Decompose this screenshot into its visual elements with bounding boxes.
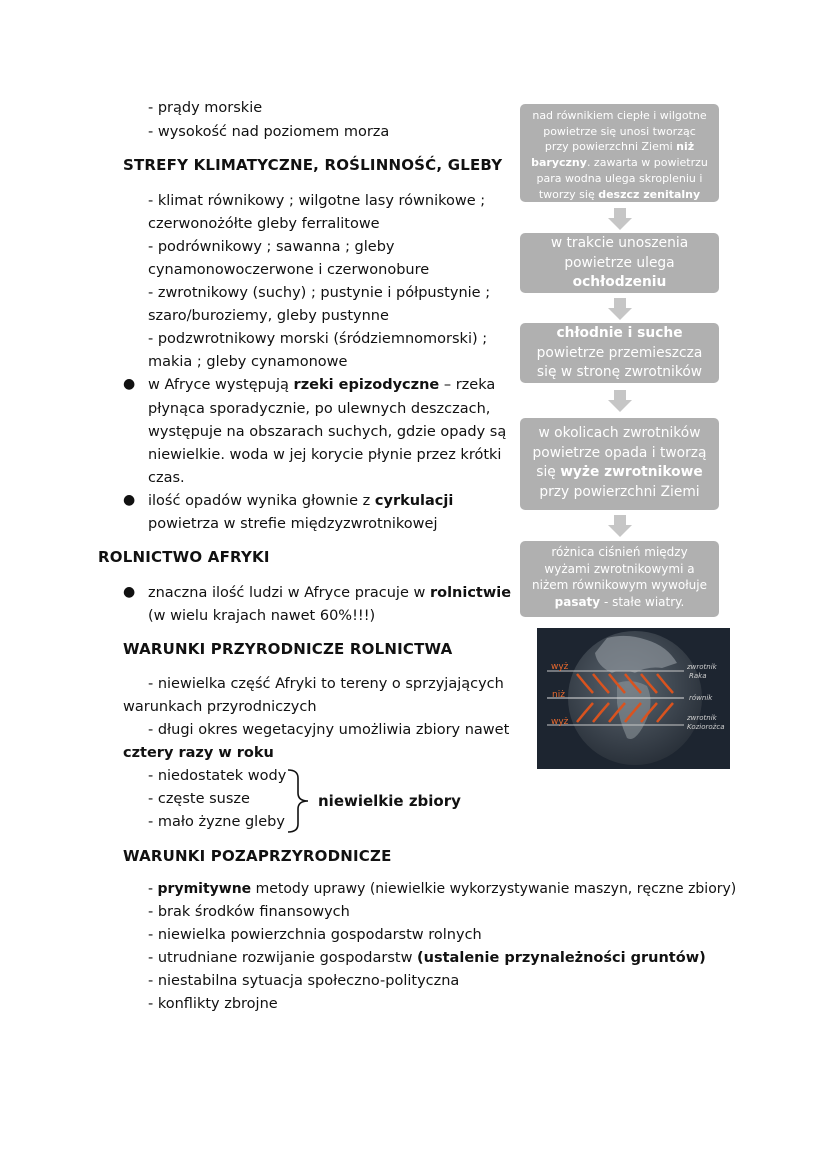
flow-text: przy powierzchni Ziemi [544,140,677,154]
strefy-line-5: szaro/buroziemy, gleby pustynne [148,308,389,324]
poza-line-3 [148,947,706,970]
rolnictwo-pre: znaczna ilość ludzi w Afryce pracuje w [148,585,430,601]
strefy-heading: STREFY KLIMATYCZNE, ROŚLINNOŚĆ, GLEBY [123,156,503,174]
flow-line: w trakcie unoszenia [550,235,689,251]
poza-first-rest: metody uprawy (niewielkie wykorzystywanie maszyn, ręczne zbiory) [251,881,737,897]
flow-line: para wodna ulega skropleniu i [536,171,703,185]
strefy-line-2: - podrównikowy ; sawanna ; gleby [148,239,395,255]
flow-bold: niż [676,140,695,154]
label-zwrotnik-koziorozca-1: zwrotnik [687,714,717,722]
poza-rozwoj-pre: - utrudniane rozwijanie gospodarstw [148,950,418,966]
rzeki-line-2: występuje na obszarach suchych, gdzie opady są [148,424,507,440]
strefy-line-4: - zwrotnikowy (suchy) ; pustynie i półpustynie ; [148,285,491,301]
poza-rozwoj-bold: (ustalenie przynależności gruntów) [417,950,706,966]
pozaprzyrodnicze-heading: WARUNKI POZAPRZYRODNICZE [123,847,392,865]
flow-line [526,594,713,611]
curly-brace-icon [286,768,310,834]
brace-item-1: - częste susze [148,791,250,807]
flow-bold: wyże zwrotnikowe [560,464,703,480]
flow-line [526,273,713,293]
intro-item-1: - wysokość nad poziomem morza [148,124,390,140]
label-zwrotnik-raka-1: zwrotnik [687,663,717,671]
strefy-line-3: cynamonowoczerwone i czerwonobure [148,262,430,278]
rolnictwo-heading: ROLNICTWO AFRYKI [98,548,270,566]
rolnictwo-bold: rolnictwie [429,585,512,601]
label-zwrotnik-koziorozca-2: Koziorożca [687,723,725,731]
label-niz: niż [552,690,565,700]
flow-bold: ochłodzeniu [572,274,667,290]
flow-line: powietrze opada i tworzą [532,444,707,461]
bullet-dot: ● [123,584,136,600]
rzeki-post: – rzeka [439,377,496,393]
flow-line [526,463,713,483]
przyrodnicze-line-1: warunkach przyrodniczych [123,699,317,715]
bullet-dot: ● [123,376,136,392]
flow-line: w okolicach zwrotników [538,425,701,441]
brace-result: niewielkie zbiory [318,792,461,810]
opady-line-1: powietrza w strefie międzyzwrotnikowej [148,516,438,532]
flow-line: wyżami zwrotnikowymi a [544,561,695,576]
flow-line: przy powierzchni Ziemi [539,483,700,500]
rolnictwo-line-1: (w wielu krajach nawet 60%!!!) [148,608,376,624]
down-arrow-icon [608,515,632,537]
przyrodnicze-line-0: - niewielka część Afryki to tereny o sprzyjających [148,676,504,692]
przyrodnicze-heading: WARUNKI PRZYRODNICZE ROLNICTWA [123,640,453,658]
label-rownik: równik [689,694,713,702]
bullet-dot: ● [123,492,136,508]
flow-box-chlodne [520,323,719,383]
strefy-line-7: makia ; gleby cynamonowe [148,354,348,370]
label-wyz-bottom: wyż [551,717,569,727]
flow-line [526,187,713,203]
przyrodnicze-bold: cztery razy w roku [123,745,274,761]
flow-box-zwrotniki [520,418,719,510]
flow-bold: baryczny [531,156,587,170]
opady-bold: cyrkulacji [374,493,454,509]
rzeki-line-3: niewielkie. woda w jej korycie płynie przez krótki [148,447,502,463]
down-arrow-icon [608,390,632,412]
flow-bold: chłodnie i suche [556,325,683,341]
flow-text: . zawarta w powietrzu [586,156,708,170]
flow-text: - stałe wiatry. [600,594,685,609]
poza-line-2: - niewielka powierzchnia gospodarstw rolnych [148,927,482,943]
rzeki-line-0 [148,374,495,397]
flow-line [526,155,713,171]
flow-line: powietrze przemieszcza [536,344,703,361]
poza-line-5: - konflikty zbrojne [148,996,278,1012]
flow-line [526,324,713,344]
flow-bold: deszcz zenitalny [598,187,701,201]
flow-text: tworzy się [538,187,599,201]
strefy-line-0: - klimat równikowy ; wilgotne lasy równikowe ; [148,193,486,209]
label-zwrotnik-raka-2: Raka [689,672,707,680]
rolnictwo-line-0 [148,582,511,605]
flow-box-rownik [520,104,719,202]
flow-line: niżem równikowym wywołuje [532,578,707,592]
down-arrow-icon [608,298,632,320]
flow-box-unoszenie [520,233,719,293]
flow-line: nad równikiem ciepłe i wilgotne [532,109,707,122]
poza-first-bold: prymitywne [157,881,252,897]
down-arrow-icon [608,208,632,230]
rzeki-line-4: czas. [148,470,185,486]
poza-line-0 [148,878,736,901]
strefy-line-6: - podzwrotnikowy morski (śródziemnomorski) ; [148,331,488,347]
flow-line: powietrze ulega [564,254,675,271]
opady-line-0 [148,490,453,513]
flow-text: się [536,464,561,480]
poza-line-4: - niestabilna sytuacja społeczno-polityczna [148,973,460,989]
flow-line: różnica ciśnień między [551,545,688,559]
flow-line [526,139,713,155]
globe-circulation-diagram [537,628,730,769]
flow-box-pasaty [520,541,719,617]
brace-item-0: - niedostatek wody [148,768,287,784]
flow-bold: pasaty [554,594,601,609]
flow-line: powietrze się unosi tworząc [543,124,696,138]
intro-item-0: - prądy morskie [148,100,263,116]
przyrodnicze-line-2: - długi okres wegetacyjny umożliwia zbiory nawet [148,722,510,738]
poza-line-1: - brak środków finansowych [148,904,350,920]
poza-dash: - [148,881,158,897]
strefy-line-1: czerwonożółte gleby ferralitowe [148,216,380,232]
rzeki-pre: w Afryce występują [148,377,294,393]
rzeki-bold: rzeki epizodyczne [293,377,440,393]
label-wyz-top: wyż [551,662,569,672]
opady-pre: ilość opadów wynika głownie z [148,493,375,509]
flow-line: się w stronę zwrotników [536,364,703,380]
brace-item-2: - mało żyzne gleby [148,814,285,830]
rzeki-line-1: płynąca sporadycznie, po ulewnych deszczach, [148,401,491,417]
